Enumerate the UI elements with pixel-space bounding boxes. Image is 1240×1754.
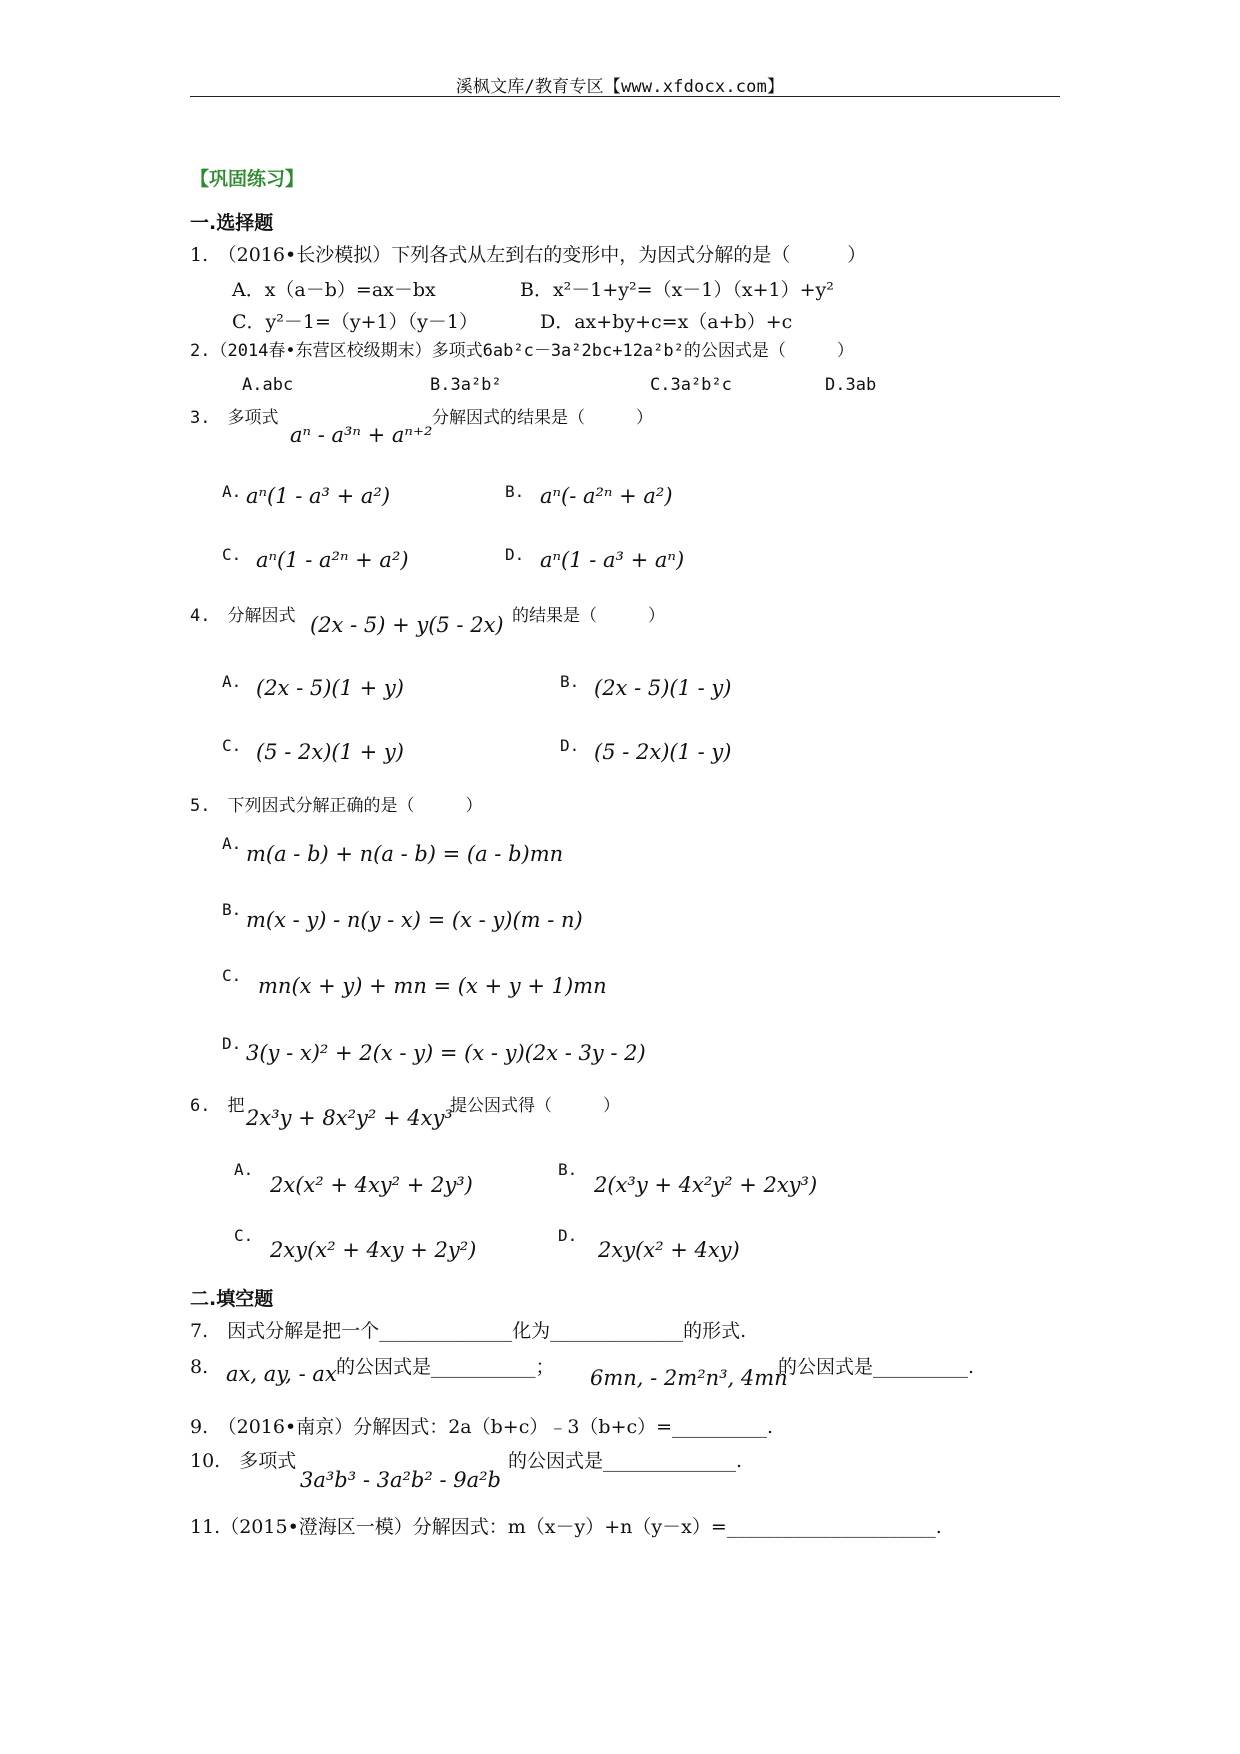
page-header: 溪枫文库/教育专区【www.xfdocx.com】 [455,77,785,97]
q1-option-d: D．ax+by+c=x（a+b）+c [540,311,793,333]
q2-option-a: A.abc [242,375,294,395]
q6-option-b-label: B. [558,1160,578,1179]
q4-stem-post: 的结果是（ ） [512,606,665,626]
q1-stem: 1. （2016•长沙模拟）下列各式从左到右的变形中，为因式分解的是（ ） [190,244,867,266]
q3-option-a: aⁿ(1 - a³ + a²) [246,484,391,508]
q6-option-d: 2xy(x² + 4xy) [598,1238,740,1262]
q8-text-2: 的公因式是__________. [778,1356,975,1378]
q1-option-c: C．y²－1=（y+1）（y－1） [232,311,478,333]
part2-title: 二.填空题 [190,1288,274,1310]
q3-option-c: aⁿ(1 - a²ⁿ + a²) [256,548,409,572]
q5-option-c: mn(x + y) + mn = (x + y + 1)mn [258,974,607,998]
q3-option-c-label: C. [222,545,242,564]
q6-option-a: 2x(x² + 4xy² + 2y³) [270,1173,473,1197]
q5-option-d-label: D. [222,1034,242,1053]
q5-option-a-label: A. [222,834,242,853]
q5-option-c-label: C. [222,966,242,985]
q4-expression: (2x - 5) + y(5 - 2x) [310,613,504,637]
q6-option-c-label: C. [234,1226,254,1245]
q4-option-a: (2x - 5)(1 + y) [256,676,404,700]
q4-option-d: (5 - 2x)(1 - y) [594,740,732,764]
q4-option-b: (2x - 5)(1 - y) [594,676,732,700]
q11-text: 11.（2015•澄海区一模）分解因式：m（x－y）+n（y－x）=______________________. [190,1516,942,1538]
q6-option-a-label: A. [234,1160,254,1179]
q3-stem-pre: 3. 多项式 [190,408,279,428]
q6-stem-pre: 6. 把 [190,1096,245,1116]
q5-option-b: m(x - y) - n(y - x) = (x - y)(m - n) [246,908,583,932]
q8-text-1: 的公因式是___________； [336,1356,555,1378]
part1-title: 一.选择题 [190,212,274,234]
q6-option-c: 2xy(x² + 4xy + 2y²) [270,1238,477,1262]
q5-option-b-label: B. [222,900,242,919]
section-title: 【巩固练习】 [190,168,305,190]
q8-expression-2: 6mn, - 2m²n³, 4mn [590,1366,788,1390]
q10-expression: 3a³b³ - 3a²b² - 9a²b [300,1468,501,1492]
q4-option-c-label: C. [222,736,242,755]
q6-option-d-label: D. [558,1226,578,1245]
q3-expression: aⁿ - a³ⁿ + aⁿ⁺² [290,423,433,447]
q8-expression-1: ax, ay, - ax [226,1362,337,1386]
header-rule [190,96,1060,97]
q5-option-d: 3(y - x)² + 2(x - y) = (x - y)(2x - 3y - 2) [246,1041,646,1065]
q6-option-b: 2(x³y + 4x²y² + 2xy³) [594,1173,818,1197]
q7-text: 7. 因式分解是把一个______________化为______________的形式. [190,1320,747,1342]
q4-option-b-label: B. [560,672,580,691]
q3-option-a-label: A. [222,482,242,501]
q2-option-c: C.3a²b²c [650,375,732,395]
q2-option-d: D.3ab [825,375,877,395]
q6-expression: 2x³y + 8x²y² + 4xy³ [246,1106,453,1130]
q4-option-d-label: D. [560,736,580,755]
q9-text: 9. （2016•南京）分解因式：2a（b+c）﹣3（b+c）=__________. [190,1416,774,1438]
q1-option-a: A．x（a－b）=ax－bx [232,279,436,301]
q10-post: 的公因式是______________. [508,1450,743,1472]
q6-stem-post: 提公因式得（ ） [450,1096,620,1116]
q4-option-c: (5 - 2x)(1 + y) [256,740,404,764]
q5-stem: 5. 下列因式分解正确的是（ ） [190,796,483,816]
q4-stem-pre: 4. 分解因式 [190,606,296,626]
q4-option-a-label: A. [222,672,242,691]
q3-stem-post: 分解因式的结果是（ ） [432,408,653,428]
q5-option-a: m(a - b) + n(a - b) = (a - b)mn [246,842,564,866]
q3-option-b: aⁿ(- a²ⁿ + a²) [540,484,673,508]
q10-pre: 10. 多项式 [190,1450,297,1472]
q3-option-d-label: D. [505,545,525,564]
q3-option-b-label: B. [505,482,525,501]
q8-number: 8. [190,1356,209,1378]
q2-option-b: B.3a²b² [430,375,502,395]
q2-stem: 2.（2014春•东营区校级期末）多项式6ab²c－3a²2bc+12a²b²的公因式是（ ） [190,341,854,361]
q1-option-b: B．x²－1+y²=（x－1）（x+1）+y² [520,279,834,301]
q3-option-d: aⁿ(1 - a³ + aⁿ) [540,548,685,572]
